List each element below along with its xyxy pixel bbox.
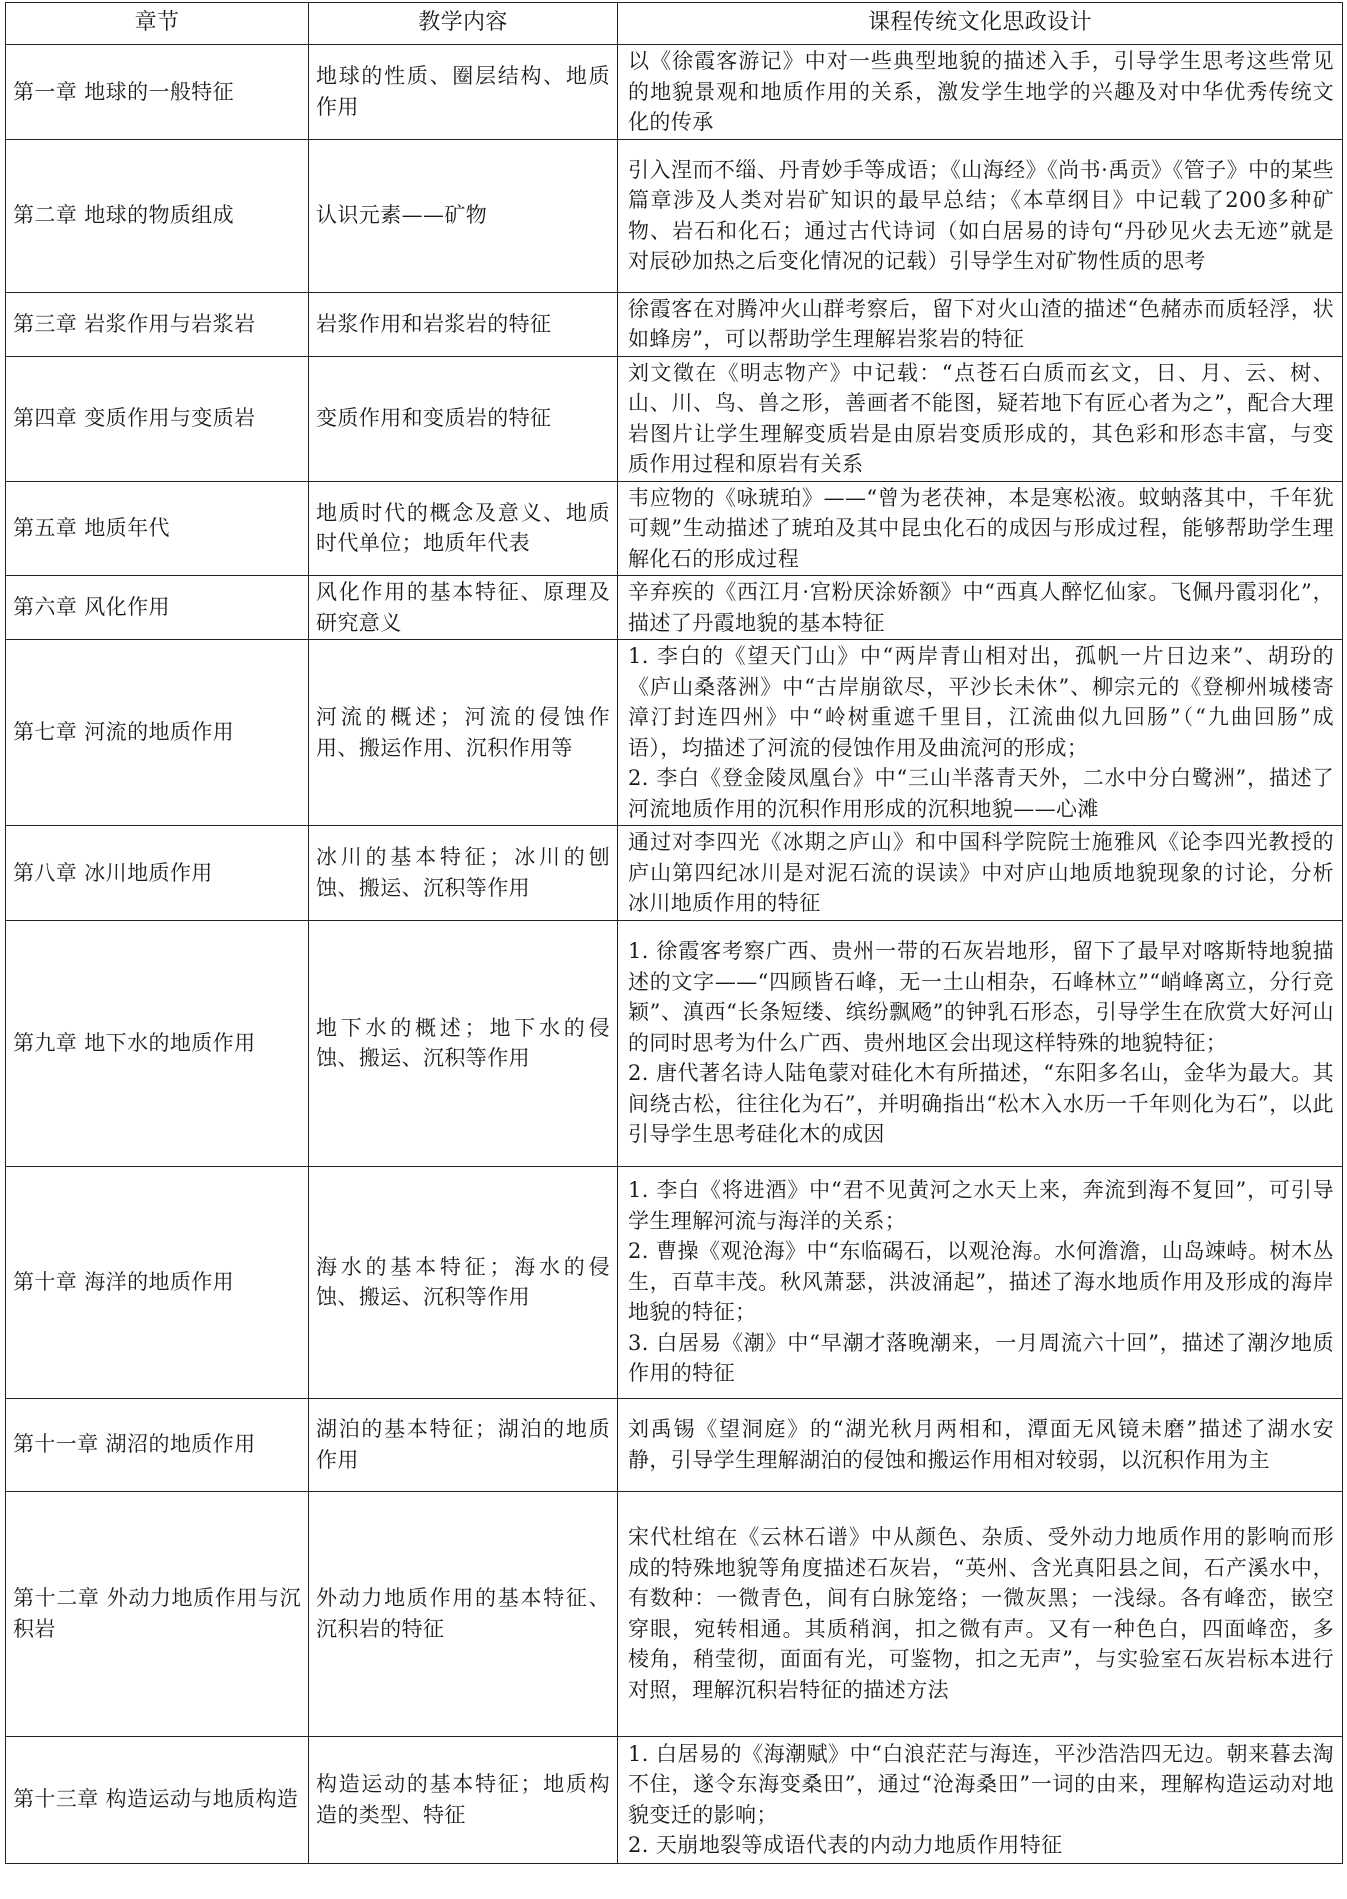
content-cell: 外动力地质作用的基本特征、沉积岩的特征 [309,1491,618,1736]
table-header-row [6,3,1343,45]
content-cell: 地球的性质、圈层结构、地质作用 [309,45,618,140]
chapter-cell: 第一章 地球的一般特征 [6,45,309,140]
content-cell: 河流的概述；河流的侵蚀作用、搬运作用、沉积作用等 [309,640,618,826]
design-text: 引入涅而不缁、丹青妙手等成语；《山海经》《尚书·禹贡》《管子》中的某些篇章涉及人类对岩矿知识的最早总结；《本草纲目》中记载了200多种矿物、岩石和化石；通过古代诗词（如白居易的诗句“丹砂见火去无迹”就是对辰砂加热之后变化情况的记载）引导学生对矿物性质的思考 [628,157,1334,273]
design-text: 3. 白居易《潮》中“早潮才落晚潮来，一月周流六十回”，描述了潮汐地质作用的特征 [628,1330,1334,1386]
table-row [6,1166,1343,1398]
header-content: 教学内容 [309,3,618,45]
table-row [6,139,1343,292]
design-text: 1. 李白的《望天门山》中“两岸青山相对出，孤帆一片日边来”、胡玢的《庐山桑落洲》中“古岸崩欲尽，平沙长未休”、柳宗元的《登柳州城楼寄漳汀封连四州》中“岭树重遮千里目，江流曲似九回肠”（“九曲回肠”成语），均描述了河流的侵蚀作用及曲流河的形成； [628,644,1334,760]
chapter-cell: 第六章 风化作用 [6,576,309,640]
curriculum-table [5,2,1343,1864]
design-text: 以《徐霞客游记》中对一些典型地貌的描述入手，引导学生思考这些常见的地貌景观和地质作用的关系，激发学生地学的兴趣及对中华优秀传统文化的传承 [628,49,1334,134]
table-row [6,576,1343,640]
table-row [6,640,1343,826]
content-cell: 冰川的基本特征；冰川的刨蚀、搬运、沉积等作用 [309,826,618,921]
design-text: 1. 徐霞客考察广西、贵州一带的石灰岩地形，留下了最早对喀斯特地貌描述的文字——“四顾皆石峰，无一土山相杂，石峰林立”“峭峰离立，分行竞颖”、滇西“长条短缕、缤纷飘飏”的钟乳石形态，引导学生在欣赏大好河山的同时思考为什么广西、贵州地区会出现这样特殊的地貌特征； [628,939,1334,1055]
design-cell [618,1491,1343,1736]
design-text: 1. 白居易的《海潮赋》中“白浪茫茫与海连，平沙浩浩四无边。朝来暮去淘不住，遂令东海变桑田”，通过“沧海桑田”一词的由来，理解构造运动对地貌变迁的影响； [628,1741,1334,1827]
chapter-cell: 第十三章 构造运动与地质构造 [6,1736,309,1863]
design-cell [618,1736,1343,1863]
header-chapter: 章节 [6,3,309,45]
table-row [6,356,1343,481]
chapter-cell: 第九章 地下水的地质作用 [6,920,309,1166]
content-cell: 湖泊的基本特征；湖泊的地质作用 [309,1398,618,1491]
chapter-cell: 第四章 变质作用与变质岩 [6,356,309,481]
content-cell: 构造运动的基本特征；地质构造的类型、特征 [309,1736,618,1863]
chapter-cell: 第七章 河流的地质作用 [6,640,309,826]
design-text: 辛弃疾的《西江月·宫粉厌涂娇额》中“西真人醉忆仙家。飞佩丹霞羽化”，描述了丹霞地貌的基本特征 [628,580,1334,635]
design-cell [618,356,1343,481]
table-row [6,920,1343,1166]
table-row [6,481,1343,576]
design-text: 2. 李白《登金陵凤凰台》中“三山半落青天外，二水中分白鹭洲”，描述了河流地质作用的沉积作用形成的沉积地貌——心滩 [628,766,1334,821]
content-cell: 地下水的概述；地下水的侵蚀、搬运、沉积等作用 [309,920,618,1166]
content-cell: 变质作用和变质岩的特征 [309,356,618,481]
design-text: 徐霞客在对腾冲火山群考察后，留下对火山渣的描述“色赭赤而质轻浮，状如蜂房”，可以帮助学生理解岩浆岩的特征 [628,296,1334,351]
design-cell [618,45,1343,140]
design-text: 2. 曹操《观沧海》中“东临碣石，以观沧海。水何澹澹，山岛竦峙。树木丛生，百草丰茂。秋风萧瑟，洪波涌起”，描述了海水地质作用及形成的海岸地貌的特征； [628,1239,1334,1325]
content-cell: 风化作用的基本特征、原理及研究意义 [309,576,618,640]
design-text: 通过对李四光《冰期之庐山》和中国科学院院士施雅风《论李四光教授的庐山第四纪冰川是对泥石流的误读》中对庐山地质地貌现象的讨论，分析冰川地质作用的特征 [628,830,1334,915]
design-text: 1. 李白《将进酒》中“君不见黄河之水天上来，奔流到海不复回”，可引导学生理解河流与海洋的关系； [628,1178,1334,1233]
design-cell [618,576,1343,640]
content-cell: 海水的基本特征；海水的侵蚀、搬运、沉积等作用 [309,1166,618,1398]
design-cell [618,292,1343,356]
content-cell: 地质时代的概念及意义、地质时代单位；地质年代表 [309,481,618,576]
content-cell: 岩浆作用和岩浆岩的特征 [309,292,618,356]
chapter-cell: 第十一章 湖沼的地质作用 [6,1398,309,1491]
chapter-cell: 第二章 地球的物质组成 [6,139,309,292]
table-row [6,1398,1343,1491]
table-row [6,292,1343,356]
chapter-cell: 第八章 冰川地质作用 [6,826,309,921]
design-text: 2. 唐代著名诗人陆龟蒙对硅化木有所描述，“东阳多名山，金华为最大。其间绕古松，往往化为石”，并明确指出“松木入水历一千年则化为石”，以此引导学生思考硅化木的成因 [628,1061,1334,1147]
design-text: 韦应物的《咏琥珀》——“曾为老茯神，本是寒松液。蚊蚋落其中，千年犹可觌”生动描述了琥珀及其中昆虫化石的成因与形成过程，能够帮助学生理解化石的形成过程 [628,485,1334,571]
chapter-cell: 第十章 海洋的地质作用 [6,1166,309,1398]
design-text: 刘文徵在《明志物产》中记载：“点苍石白质而玄文，日、月、云、树、山、川、鸟、兽之形，善画者不能图，疑若地下有匠心者为之”，配合大理岩图片让学生理解变质岩是由原岩变质形成的，其色彩和形态丰富，与变质作用过程和原岩有关系 [628,360,1334,476]
design-text: 2. 天崩地裂等成语代表的内动力地质作用特征 [628,1833,1063,1857]
table-row [6,1736,1343,1863]
design-cell [618,1398,1343,1491]
design-cell [618,1166,1343,1398]
design-cell [618,640,1343,826]
design-cell [618,481,1343,576]
chapter-cell: 第十二章 外动力地质作用与沉积岩 [6,1491,309,1736]
design-text: 刘禹锡《望洞庭》的“湖光秋月两相和，潭面无风镜未磨”描述了湖水安静，引导学生理解湖泊的侵蚀和搬运作用相对较弱，以沉积作用为主 [628,1417,1334,1472]
table-row [6,826,1343,921]
design-cell [618,920,1343,1166]
design-cell [618,826,1343,921]
table-row [6,1491,1343,1736]
design-cell [618,139,1343,292]
table-row [6,45,1343,140]
header-design: 课程传统文化思政设计 [618,3,1343,45]
content-cell: 认识元素——矿物 [309,139,618,292]
chapter-cell: 第三章 岩浆作用与岩浆岩 [6,292,309,356]
chapter-cell: 第五章 地质年代 [6,481,309,576]
design-text: 宋代杜绾在《云林石谱》中从颜色、杂质、受外动力地质作用的影响而形成的特殊地貌等角度描述石灰岩，“英州、含光真阳县之间，石产溪水中，有数种：一微青色，间有白脉笼络；一微灰黑；一浅绿。各有峰峦，嵌空穿眼，宛转相通。其质稍润，扣之微有声。又有一种色白，四面峰峦，多棱角，稍莹彻，面面有光，可鉴物，扣之无声”，与实验室石灰岩标本进行对照，理解沉积岩特征的描述方法 [628,1525,1334,1702]
